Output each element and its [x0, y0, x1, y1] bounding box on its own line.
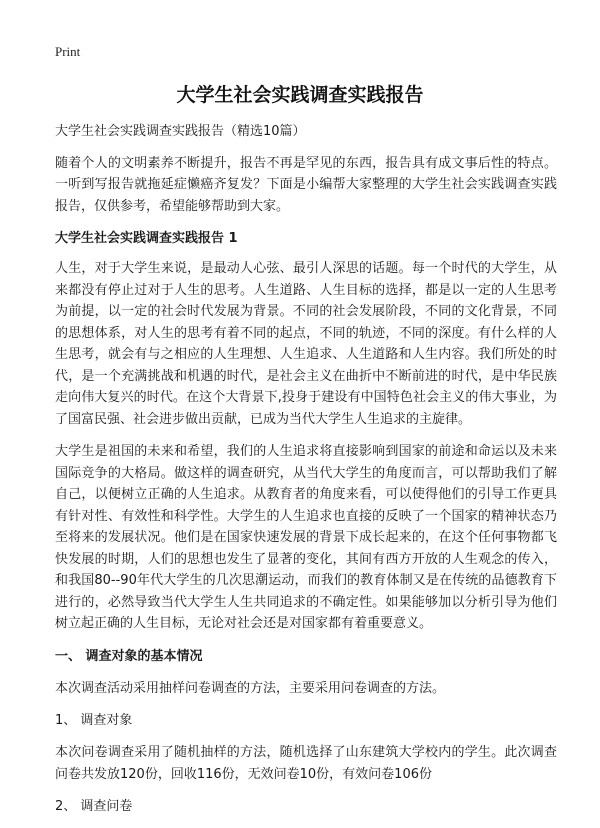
- report-heading: 大学生社会实践调查实践报告 1: [55, 231, 238, 246]
- section-heading-1: 一、 调查对象的基本情况: [55, 648, 203, 664]
- document-subtitle: 大学生社会实践调查实践报告（精选10篇）: [55, 124, 306, 139]
- intro-paragraph: 随着个人的文明素养不断提升，报告不再是罕见的东西，报告具有成文事后性的特点。一听到写报告就拖延症懒癌齐复发？下面是小编帮大家整理的大学生社会实践调查实践报告，仅供参考，希望能够帮助到大家。: [55, 155, 557, 214]
- section-1-text: 本次调查活动采用抽样问卷调查的方法，主要采用问卷调查的方法。: [55, 680, 446, 696]
- print-link[interactable]: Print: [55, 44, 81, 59]
- subsection-1-text: 本次问卷调查采用了随机抽样的方法，随机选择了山东建筑大学校内的学生。此次调查问卷共发放120份，回收116份，无效问卷10份，有效问卷106份: [55, 745, 557, 782]
- document-body: [55, 121, 557, 828]
- subsection-heading-1: 1、 调查对象: [55, 713, 133, 728]
- page-title: 大学生社会实践调查实践报告: [176, 84, 424, 106]
- body-paragraph-1: 人生，对于大学生来说，是最动人心弦、最引人深思的话题。每一个时代的大学生，从来都没有停止过对于人生的思考。人生道路、人生目标的选择，都是以一定的人生思考为前提，以一定的社会时代发展为背景。不同的社会发展阶段，不同的文化背景，不同的思想体系，对人生的思考有着不同的起点，不同的轨迹，不同的深度。有什么样的人生思考，就会有与之相应的人生理想、人生追求、人生道路和人生内容。我们所处的时代，是一个充满挑战和机遇的时代，是社会主义在曲折中不断前进的时代，是中华民族走向伟大复兴的时代。在这个大背景下,投身于建设有中国特色社会主义的伟大事业，为了国富民强、社会进步做出贡献，已成为当代大学生人生追求的主旋律。: [55, 261, 557, 427]
- subsection-heading-2: 2、 调查问卷: [55, 799, 133, 814]
- body-paragraph-2: 大学生是祖国的未来和希望，我们的人生追求将直接影响到国家的前途和命运以及未来国际竞争的大格局。做这样的调查研究，从当代大学生的角度而言，可以帮助我们了解自己，以便树立正确的人生追求。从教育者的角度来看，可以使得他们的引导工作更具有针对性、有效性和科学性。大学生的人生追求也直接的反映了一个国家的精神状态乃至将来的发展状况。他们是在国家快速发展的背景下成长起来的，在这个任何事物都飞快发展的时期，人们的思想也发生了显著的变化，其间有西方开放的人生观念的传入，和我国80--90年代大学生的几次思潮运动，而我们的教育体制又是在传统的品德教育下进行的，必然导致当代大学生人生共同追求的不确定性。如果能够加以分析引导为他们树立起正确的人生目标，无论对社会还是对国家都有着重要意义。: [55, 444, 557, 631]
